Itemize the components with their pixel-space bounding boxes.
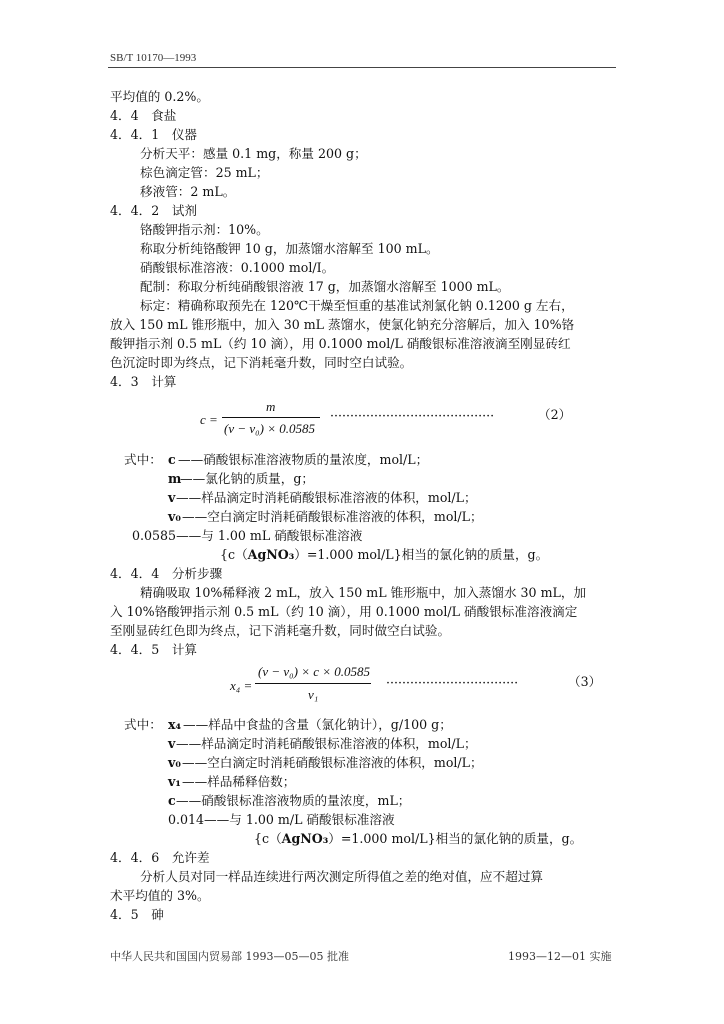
leader-dots: ································· [386, 675, 519, 690]
section-heading: 4．4．1 仪器 [110, 127, 198, 142]
formula-3-numerator: (v − v₀) × c × 0.0585 [258, 664, 371, 679]
legend-text: ——硝酸银标准溶液物质的量浓度，mol/L； [178, 452, 429, 467]
section-heading: 4．4．2 试剂 [110, 203, 198, 218]
text-line: 至刚显砖红色即为终点，记下消耗毫升数，同时做空白试验。 [110, 623, 451, 638]
legend-symbol: v₁ [168, 774, 181, 789]
legend-text: ——样品滴定时消耗硝酸银标准溶液的体积，mol/L； [176, 736, 477, 751]
standard-code: SB/T 10170—1993 [110, 52, 197, 64]
footer-approval: 中华人民共和国国内贸易部 1993—05—05 批准 [110, 950, 349, 963]
formula-2-denominator: (v − v₀) × 0.0585 [224, 421, 316, 436]
section-heading: 4．5 砷 [110, 907, 164, 922]
formula-2-numerator: m [266, 399, 276, 414]
legend-text: ——氯化钠的质量，g； [180, 471, 314, 486]
text-line: 放入 150 mL 锥形瓶中，加入 30 mL 蒸馏水，使氯化钠充分溶解后，加入 10%铬 [110, 317, 575, 332]
text-line: 平均值的 0.2%。 [110, 89, 209, 104]
legend-lead: 式中： [124, 452, 162, 467]
section-heading: 4．4 食盐 [110, 108, 177, 123]
constant-line: 0.014——与 1.00 m/L 硝酸银标准溶液 [168, 812, 395, 827]
constant-line-2 [254, 830, 582, 848]
brace-open: {c（ [220, 547, 248, 562]
text-line: 称取分析纯铬酸钾 10 g，加蒸馏水溶解至 100 mL。 [140, 241, 439, 256]
constant-line: 0.0585——与 1.00 mL 硝酸银标准溶液 [132, 528, 363, 543]
fraction-bar [255, 683, 371, 684]
legend-text: ——空白滴定时消耗硝酸银标准溶液的体积，mol/L； [182, 755, 483, 770]
text-line: 色沉淀时即为终点，记下消耗毫升数，同时空白试验。 [110, 355, 413, 370]
constant-tail: ）=1.000 mol/L}相当的氯化钠的质量，g。 [328, 831, 583, 846]
legend-text: ——硝酸银标准溶液物质的量浓度，mL； [176, 793, 411, 808]
text-line: 入 10%铬酸钾指示剂 0.5 mL（约 10 滴），用 0.1000 mol/L 硝酸银标准溶液滴定 [110, 604, 578, 619]
legend-symbol: x₄ [168, 717, 182, 732]
constant-line-2 [220, 546, 548, 564]
legend-lead: 式中： [124, 717, 162, 732]
legend-text: ——空白滴定时消耗硝酸银标准溶液的体积，mol/L； [182, 509, 483, 524]
text-line: 硝酸银标准溶液：0.1000 mol/I。 [140, 260, 335, 275]
brace-open: {c（ [254, 831, 282, 846]
section-heading: 4．4．6 允许差 [110, 850, 210, 865]
text-line: 移液管：2 mL。 [140, 184, 236, 199]
text-line: 标定：精确称取预先在 120℃干燥至恒重的基准试剂氯化钠 0.1200 g 左右， [140, 298, 574, 313]
legend-text: ——样品滴定时消耗硝酸银标准溶液的体积，mol/L； [176, 490, 477, 505]
section-heading: 4．4．4 分析步骤 [110, 566, 223, 581]
constant-tail: ）=1.000 mol/L}相当的氯化钠的质量，g。 [294, 547, 549, 562]
legend-symbol: m [168, 471, 182, 486]
formula-symbol: AgNO₃ [247, 547, 295, 562]
legend-symbol: c [168, 793, 176, 808]
legend-symbol: v₀ [168, 509, 181, 524]
formula-2-lhs: c = [200, 412, 218, 427]
legend-text: ——样品中食盐的含量（氯化钠计），g/100 g； [183, 717, 452, 732]
legend-symbol: v [168, 490, 176, 505]
legend-symbol: v₀ [168, 755, 181, 770]
section-heading: 4．4．5 计算 [110, 642, 198, 657]
text-line: 铬酸钾指示剂：10%。 [140, 222, 269, 237]
fraction-bar [222, 417, 320, 418]
legend-symbol: c [168, 452, 176, 467]
text-line: 配制：称取分析纯硝酸银溶液 17 g，加蒸馏水溶解至 1000 mL。 [140, 279, 510, 294]
text-line: 酸钾指示剂 0.5 mL（约 10 滴），用 0.1000 mol/L 硝酸银标准溶液滴至刚显砖红 [110, 336, 571, 351]
text-line: 精确吸取 10%稀释液 2 mL，放入 150 mL 锥形瓶中，加入蒸馏水 30 mL，加 [140, 585, 587, 600]
leader-dots: ········································· [330, 408, 495, 423]
formula-3-denominator: v₁ [308, 687, 319, 702]
legend-symbol: v [168, 736, 176, 751]
text-line: 棕色滴定管：25 mL； [140, 165, 269, 180]
text-line: 分析人员对同一样品连续进行两次测定所得值之差的绝对值，应不超过算 [140, 869, 543, 884]
formula-3-lhs: x₄ = [230, 678, 253, 693]
section-heading: 4．3 计算 [110, 374, 177, 389]
text-line: 术平均值的 3%。 [110, 888, 210, 903]
footer-implementation: 1993—12—01 实施 [508, 950, 612, 963]
equation-number: （2） [538, 407, 572, 422]
legend-text: ——样品稀释倍数； [182, 774, 296, 789]
formula-symbol: AgNO₃ [281, 831, 329, 846]
header-rule [108, 67, 616, 68]
text-line: 分析天平：感量 0.1 mg，称量 200 g； [140, 146, 367, 161]
equation-number: （3） [568, 674, 602, 689]
